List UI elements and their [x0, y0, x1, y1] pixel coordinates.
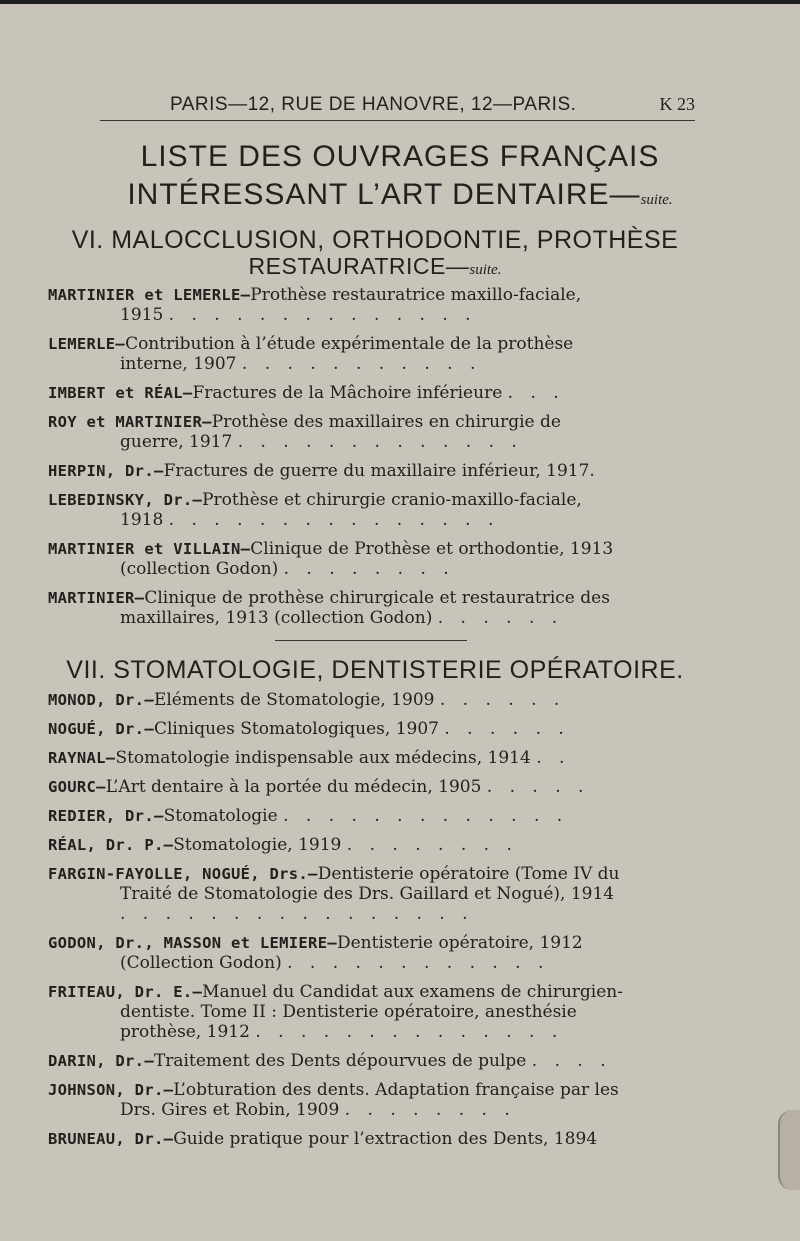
entry-author: LEBEDINSKY, Dr.—	[48, 491, 203, 509]
entry-author: HERPIN, Dr.—	[48, 462, 164, 480]
entry-text: Traitement des Dents dépourvues de pulpe	[153, 1051, 527, 1071]
bibliography-entry	[48, 748, 628, 768]
entry-author: MARTINIER et LEMERLE—	[48, 286, 251, 304]
entry-leader-dots: . . . . . . . . . . . . .	[237, 432, 523, 452]
entry-text: Manuel du Candidat aux examens de chirurgien-dentiste. Tome II : Dentisterie opératoire, anesthésie prothèse, 1912	[120, 982, 623, 1042]
bibliography-entry	[48, 690, 628, 710]
entry-text: Stomatologie	[163, 806, 278, 826]
bibliography-entry	[48, 1080, 628, 1120]
list-title-line1: LISTE DES OUVRAGES FRANÇAIS	[140, 140, 660, 173]
entry-leader-dots: . . . . . . . .	[344, 1100, 516, 1120]
bibliography-entry	[48, 539, 628, 579]
bibliography-entry	[48, 588, 628, 628]
entry-text: Clinique de prothèse chirurgicale et restauratrice des maxillaires, 1913 (collection Godon)	[120, 588, 610, 628]
entry-leader-dots: . . . . . .	[437, 608, 564, 628]
entry-author: LEMERLE—	[48, 335, 126, 353]
entry-leader-dots: . . . . . . . .	[346, 835, 518, 855]
entry-leader-dots: . . . .	[531, 1051, 612, 1071]
running-header	[100, 94, 695, 121]
bibliography-entry	[48, 864, 628, 924]
entry-author: REDIER, Dr.—	[48, 807, 164, 825]
entry-author: FARGIN-FAYOLLE, NOGUÉ, Drs.—	[48, 865, 318, 883]
list-title-line2	[0, 178, 800, 212]
bibliography-entry	[48, 285, 628, 325]
entry-author: BRUNEAU, Dr.—	[48, 1130, 174, 1148]
bibliography-entry	[48, 1129, 628, 1149]
entry-text: L’obturation des dents. Adaptation française par les Drs. Gires et Robin, 1909	[120, 1080, 619, 1120]
entry-leader-dots: . . . . . . . . . . . . .	[283, 806, 569, 826]
entry-text: Guide pratique pour l’extraction des Dents, 1894	[173, 1129, 598, 1149]
section-vi-heading-line2	[50, 253, 700, 280]
entry-text: Prothèse et chirurgie cranio-maxillo-faciale, 1918	[120, 490, 582, 530]
entry-leader-dots: . . . . . . . . . . . . . .	[168, 305, 477, 325]
bibliography-entry	[48, 334, 628, 374]
entry-author: IMBERT et RÉAL—	[48, 384, 193, 402]
entry-author: NOGUÉ, Dr.—	[48, 720, 154, 738]
entry-text: L’Art dentaire à la portée du médecin, 1905	[105, 777, 482, 797]
bibliography-entry	[48, 412, 628, 452]
entry-author: ROY et MARTINIER—	[48, 413, 212, 431]
entry-author: DARIN, Dr.—	[48, 1052, 154, 1070]
page-number: K 23	[659, 94, 695, 114]
bibliography-entry	[48, 806, 628, 826]
bibliography-entry	[48, 383, 628, 403]
bibliography-entry	[48, 835, 628, 855]
entry-author: GODON, Dr., MASSON et LEMIERE—	[48, 934, 337, 952]
section-vi-suite: suite.	[469, 262, 502, 278]
bibliography-entry	[48, 777, 628, 797]
entry-text: Cliniques Stomatologiques, 1907	[153, 719, 439, 739]
entry-text: Fractures de guerre du maxillaire inférieur, 1917.	[163, 461, 595, 481]
header-address: PARIS—12, RUE DE HANOVRE, 12—PARIS.	[170, 94, 577, 115]
entry-text: Contribution à l’étude expérimentale de la prothèse interne, 1907	[120, 334, 574, 374]
entry-text: Clinique de Prothèse et orthodontie, 1913 (collection Godon)	[120, 539, 614, 579]
entry-text: Prothèse des maxillaires en chirurgie de guerre, 1917	[120, 412, 561, 452]
entry-leader-dots: . . . . . .	[444, 719, 570, 739]
entry-author: JOHNSON, Dr.—	[48, 1081, 174, 1099]
entry-leader-dots: . . . . . . . .	[283, 559, 455, 579]
entry-text: Stomatologie, 1919	[173, 835, 342, 855]
entry-text: Prothèse restauratrice maxillo-faciale, 1915	[120, 285, 582, 325]
entry-leader-dots: . . . . . . . . . . . .	[287, 953, 550, 973]
page-edge-blemish	[778, 1110, 800, 1190]
entry-author: FRITEAU, Dr. E.—	[48, 983, 203, 1001]
entry-leader-dots: . . . . . . . . . . . . . . . .	[120, 904, 474, 924]
entry-author: GOURC—	[48, 778, 106, 796]
entry-leader-dots: . . . . . . . . . . . . . . .	[168, 510, 500, 530]
entry-text: Stomatologie indispensable aux médecins, 1914	[115, 748, 531, 768]
section-vii-heading: VII. STOMATOLOGIE, DENTISTERIE OPÉRATOIRE.	[66, 656, 684, 684]
entry-text: Fractures de la Mâchoire inférieure	[192, 383, 503, 403]
entry-author: RAYNAL—	[48, 749, 116, 767]
entry-author: MARTINIER et VILLAIN—	[48, 540, 251, 558]
bibliography-entry	[48, 1051, 628, 1071]
entry-leader-dots: . . . . .	[486, 777, 590, 797]
entry-text: Eléments de Stomatologie, 1909	[153, 690, 435, 710]
top-edge	[0, 0, 800, 4]
bibliography-entry	[48, 490, 628, 530]
entry-leader-dots: . .	[536, 748, 571, 768]
bibliography-entry	[48, 982, 628, 1042]
entry-text: Dentisterie opératoire (Tome IV du Traité de Stomatologie des Drs. Gaillard et Nogué), 1914	[120, 864, 620, 904]
title-suite: suite.	[640, 192, 673, 208]
entry-leader-dots: . . .	[507, 383, 565, 403]
section-vi-entries	[48, 285, 628, 637]
bibliography-entry	[48, 461, 628, 481]
bibliography-entry	[48, 719, 628, 739]
entry-author: MARTINIER—	[48, 589, 145, 607]
section-divider	[275, 640, 467, 641]
entry-leader-dots: . . . . . .	[439, 690, 566, 710]
bibliography-entry	[48, 933, 628, 973]
entry-text: Dentisterie opératoire, 1912 (Collection Godon)	[120, 933, 583, 973]
section-vi-heading-text: RESTAURATRICE—	[248, 253, 470, 279]
entry-leader-dots: . . . . . . . . . . .	[241, 354, 482, 374]
entry-leader-dots: . . . . . . . . . . . . . .	[255, 1022, 564, 1042]
entry-author: MONOD, Dr.—	[48, 691, 154, 709]
title-line2-text: INTÉRESSANT L’ART DENTAIRE—	[127, 178, 641, 211]
entry-author: RÉAL, Dr. P.—	[48, 836, 174, 854]
section-vii-entries	[48, 690, 628, 1158]
section-vi-heading: VI. MALOCCLUSION, ORTHODONTIE, PROTHÈSE	[71, 226, 679, 254]
